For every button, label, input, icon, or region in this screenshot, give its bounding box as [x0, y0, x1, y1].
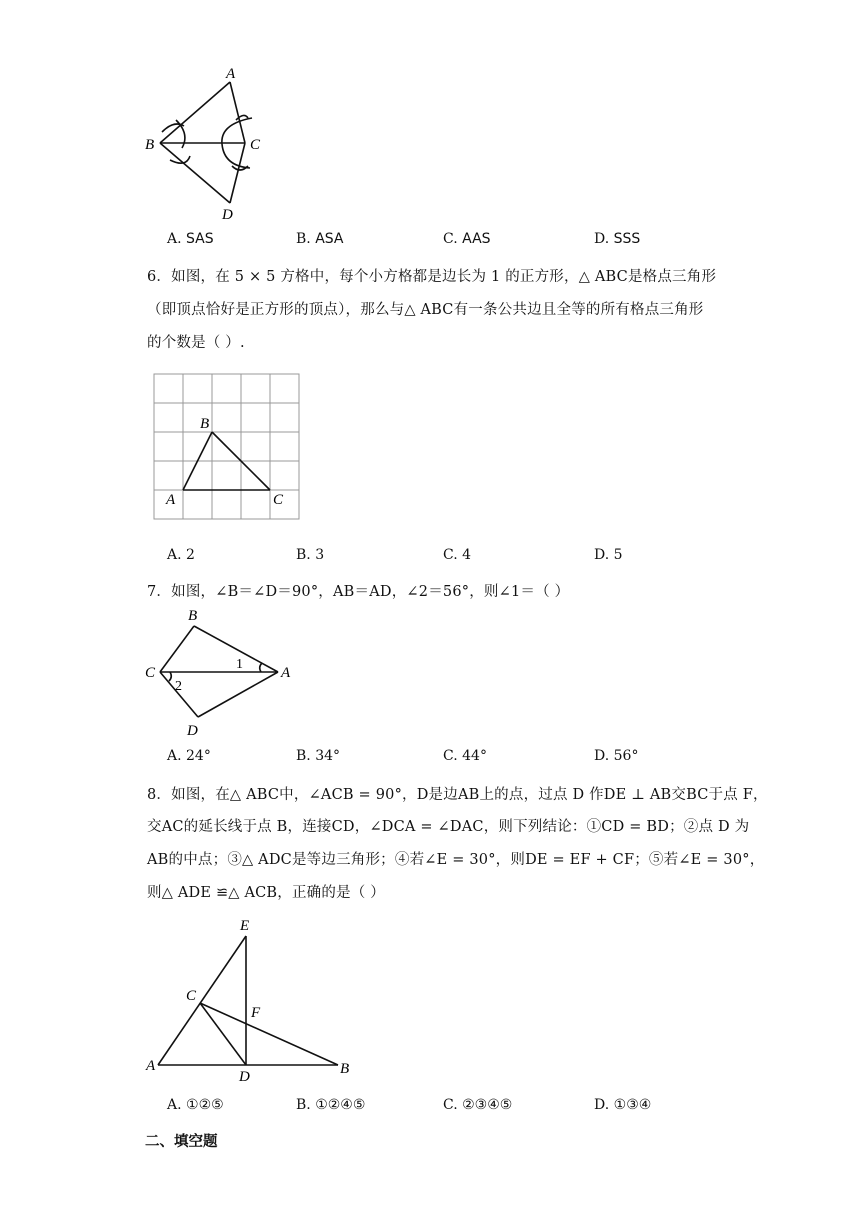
option-letter: D. [594, 231, 610, 247]
q5-label-d: D [222, 207, 233, 222]
q8-option-d[interactable] [594, 1097, 651, 1113]
q6-label-b: B [200, 416, 210, 432]
option-text: SSS [613, 231, 641, 247]
option-letter: B. [296, 748, 311, 764]
q8-label-d: D [239, 1069, 250, 1085]
q6-grid-figure [150, 370, 310, 525]
q6-text-line-2: （即顶点恰好是正方形的顶点），那么与△ ABC有一条公共边且全等的所有格点三角形 [147, 302, 704, 318]
option-text: ①③④ [613, 1097, 652, 1113]
option-letter: C. [443, 1097, 458, 1113]
q5-option-c[interactable] [443, 231, 491, 247]
q6-label-c: C [273, 492, 284, 508]
q7-figure [140, 604, 300, 744]
option-text: ②③④⑤ [462, 1097, 513, 1113]
q8-text-line-1: 8．如图，在△ ABC中，∠ACB = 90°，D是边AB上的点，过点 D 作DE ⊥ AB交BC于点 F， [147, 787, 768, 803]
q8-text-line-4: 则△ ADE ≌△ ACB，正确的是（ ） [147, 885, 385, 901]
q7-option-c[interactable] [443, 748, 487, 764]
option-text: 24° [186, 748, 211, 764]
q5-label-b: B [145, 137, 155, 153]
q8-label-e: E [240, 918, 250, 934]
q6-label-a: A [166, 492, 176, 508]
q8-option-b[interactable] [296, 1097, 365, 1113]
q7-label-b: B [188, 608, 198, 624]
option-letter: C. [443, 231, 458, 247]
q8-text-line-2: 交AC的延长线于点 B，连接CD，∠DCA = ∠DAC，则下列结论：①CD = BD；②点 D 为 [147, 819, 750, 835]
option-text: 4 [462, 547, 472, 563]
option-letter: D. [594, 547, 610, 563]
option-text: 2 [186, 547, 195, 563]
q6-option-c[interactable] [443, 547, 471, 563]
q7-angle-2: 2 [175, 679, 182, 694]
q7-option-d[interactable] [594, 748, 638, 764]
q8-option-c[interactable] [443, 1097, 512, 1113]
q8-options [167, 1097, 807, 1117]
option-letter: A. [167, 231, 182, 247]
q7-label-a: A [281, 665, 291, 681]
q8-label-c: C [186, 988, 197, 1004]
option-text: AAS [462, 231, 491, 247]
option-text: SAS [186, 231, 214, 247]
q6-options [167, 547, 807, 567]
q5-label-a: A [226, 66, 236, 82]
q8-figure [142, 910, 362, 1085]
q5-label-c: C [250, 137, 261, 153]
option-letter: D. [594, 748, 610, 764]
option-letter: D. [594, 1097, 610, 1113]
option-text: 34° [315, 748, 341, 764]
q5-option-a[interactable] [167, 231, 214, 247]
q7-angle-1: 1 [236, 657, 243, 672]
q7-option-a[interactable] [167, 748, 211, 764]
option-letter: B. [296, 1097, 311, 1113]
option-text: 56° [613, 748, 639, 764]
option-text: 3 [315, 547, 325, 563]
q6-option-b[interactable] [296, 547, 324, 563]
q6-option-d[interactable] [594, 547, 623, 563]
q8-text-line-3: AB的中点；③△ ADC是等边三角形；④若∠E = 30°，则DE = EF + CF；⑤若∠E = 30°， [147, 852, 765, 868]
q8-label-a: A [146, 1058, 156, 1074]
q7-label-d: D [187, 723, 198, 739]
q6-text-line-1: 6．如图，在 5 × 5 方格中，每个小方格都是边长为 1 的正方形，△ ABC是格点三角形 [147, 269, 717, 285]
option-letter: C. [443, 748, 458, 764]
q6-text-line-3: 的个数是（ ）. [147, 335, 245, 351]
q8-label-f: F [251, 1005, 261, 1021]
option-text: ①②⑤ [186, 1097, 224, 1113]
q5-figure [140, 62, 270, 222]
option-letter: B. [296, 231, 311, 247]
q7-options [167, 748, 807, 768]
q5-options [167, 231, 807, 251]
q5-option-b[interactable] [296, 231, 344, 247]
section-title-fill-in: 二、填空题 [145, 1134, 218, 1150]
q8-option-a[interactable] [167, 1097, 224, 1113]
option-letter: A. [167, 547, 182, 563]
q7-label-c: C [145, 665, 156, 681]
option-letter: A. [167, 1097, 182, 1113]
q7-option-b[interactable] [296, 748, 340, 764]
q8-label-b: B [340, 1061, 350, 1077]
option-text: 5 [613, 547, 623, 563]
q5-option-d[interactable] [594, 231, 640, 247]
option-text: ASA [315, 231, 344, 247]
option-text: ①②④⑤ [315, 1097, 366, 1113]
option-letter: B. [296, 547, 311, 563]
option-text: 44° [462, 748, 487, 764]
q7-text-line-1: 7．如图，∠B＝∠D＝90°，AB＝AD，∠2＝56°，则∠1＝（ ） [147, 584, 570, 600]
option-letter: C. [443, 547, 458, 563]
q6-option-a[interactable] [167, 547, 195, 563]
option-letter: A. [167, 748, 182, 764]
